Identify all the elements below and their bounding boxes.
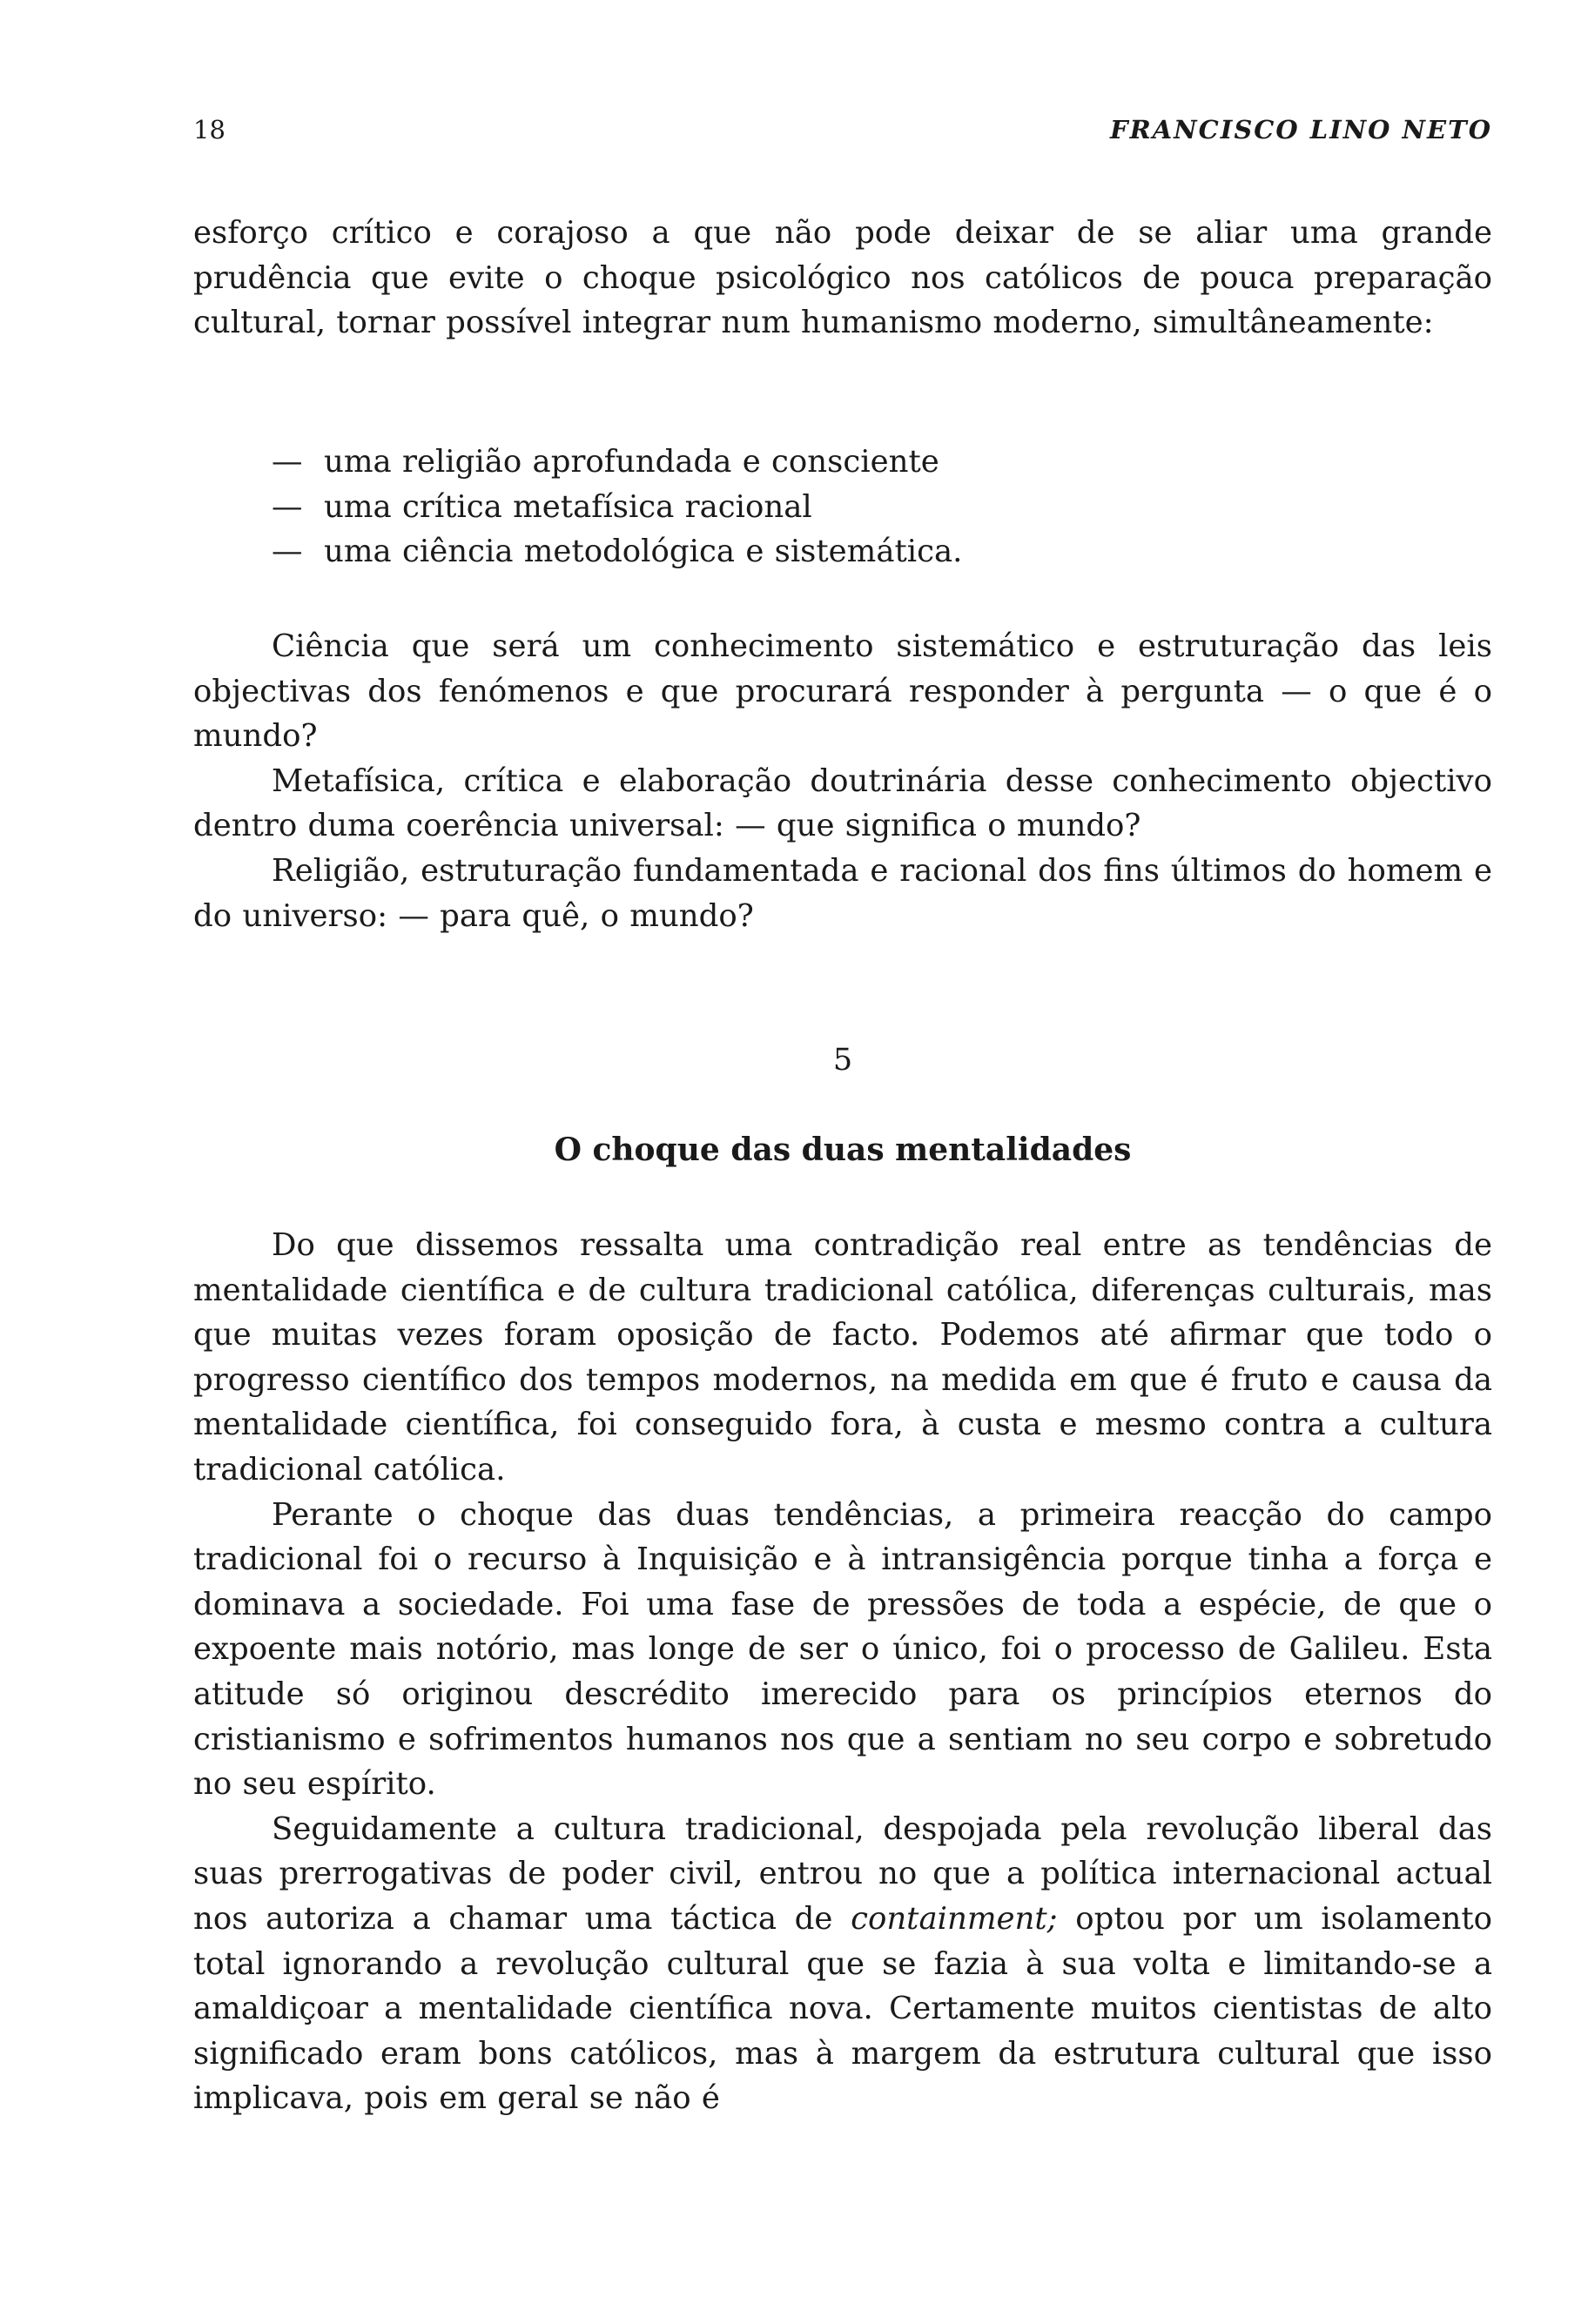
section-paragraph — [193, 1807, 1492, 2121]
list-dash: — — [272, 488, 303, 525]
running-title: FRANCISCO LINO NETO — [1109, 115, 1492, 144]
book-page — [193, 0, 1492, 2324]
list-item-text: uma ciência metodológica e sistemática. — [324, 534, 963, 570]
list-dash: — — [272, 444, 303, 480]
emphasized-term: containment; — [851, 1900, 1058, 1937]
list-item — [272, 529, 1403, 574]
dash-list — [272, 440, 1403, 574]
section-number: 5 — [832, 1043, 853, 1078]
list-item-text: uma religião aprofundada e consciente — [324, 444, 939, 480]
running-head — [193, 115, 1492, 158]
paragraph-text: optou por um isolamento total ignorando a revolução cultural que se fazia à sua volta e limitando-se a amaldiçoar a mentalidade científica nova. Certamente muitos cientistas de alto significado eram bons católicos, mas à margem da estrutura cultural que isso implicava, pois em geral se não é — [193, 1900, 1492, 2117]
intro-paragraph-block — [193, 211, 1492, 346]
section-paragraph: Perante o choque das duas tendências, a primeira reacção do campo tradicional foi o recurso à Inquisição e à intransigência porque tinha a força e dominava a sociedade. Foi uma fase de pressões de toda a espécie, de que o expoente mais notório, mas longe de ser o único, foi o processo de Galileu. Esta atitude só originou descrédito imerecido para os princípios eternos do cristianismo e sofrimentos humanos nos que a sentiam no seu corpo e sobretudo no seu espírito. — [193, 1496, 1492, 1803]
section-title: O choque das duas mentalidades — [554, 1132, 1132, 1168]
paragraph-text: Seguidamente a cultura tradicional, despojada pela revolução liberal das suas prerrogativas de poder civil, entrou no que a política internacional actual nos autoriza a chamar uma táctica de — [193, 1810, 1492, 1937]
list-item — [272, 440, 1403, 485]
definition-paragraph-religiao: Religião, estruturação fundamentada e racional dos fins últimos do homem e do universo: — para quê, o mundo? — [193, 852, 1492, 934]
definition-paragraph-metafisica: Metafísica, crítica e elaboração doutrinária desse conhecimento objectivo dentro duma coerência universal: — que significa o mundo? — [193, 762, 1492, 844]
definition-paragraph-ciencia: Ciência que será um conhecimento sistemático e estruturação das leis objectivas dos fenómenos e que procurará responder à pergunta — o que é o mundo? — [193, 628, 1492, 755]
section-paragraph: Do que dissemos ressalta uma contradição real entre as tendências de mentalidade científica e de cultura tradicional católica, diferenças culturais, mas que muitas vezes foram oposição de facto. Podemos até afirmar que todo o progresso científico dos tempos modernos, na medida em que é fruto e causa da mentalidade científica, foi conseguido fora, à custa e mesmo contra a cultura tradicional católica. — [193, 1227, 1492, 1488]
page-number: 18 — [193, 115, 225, 144]
section-body — [193, 1223, 1492, 2121]
definitions-block — [193, 624, 1492, 938]
list-dash: — — [272, 534, 303, 570]
intro-paragraph: esforço crítico e corajoso a que não pode deixar de se aliar uma grande prudência que evite o choque psicológico nos católicos de pouca preparação cultural, tornar possível integrar num humanismo moderno, simultâneamente: — [193, 215, 1492, 341]
list-item — [272, 485, 1403, 530]
list-item-text: uma crítica metafísica racional — [324, 488, 812, 525]
